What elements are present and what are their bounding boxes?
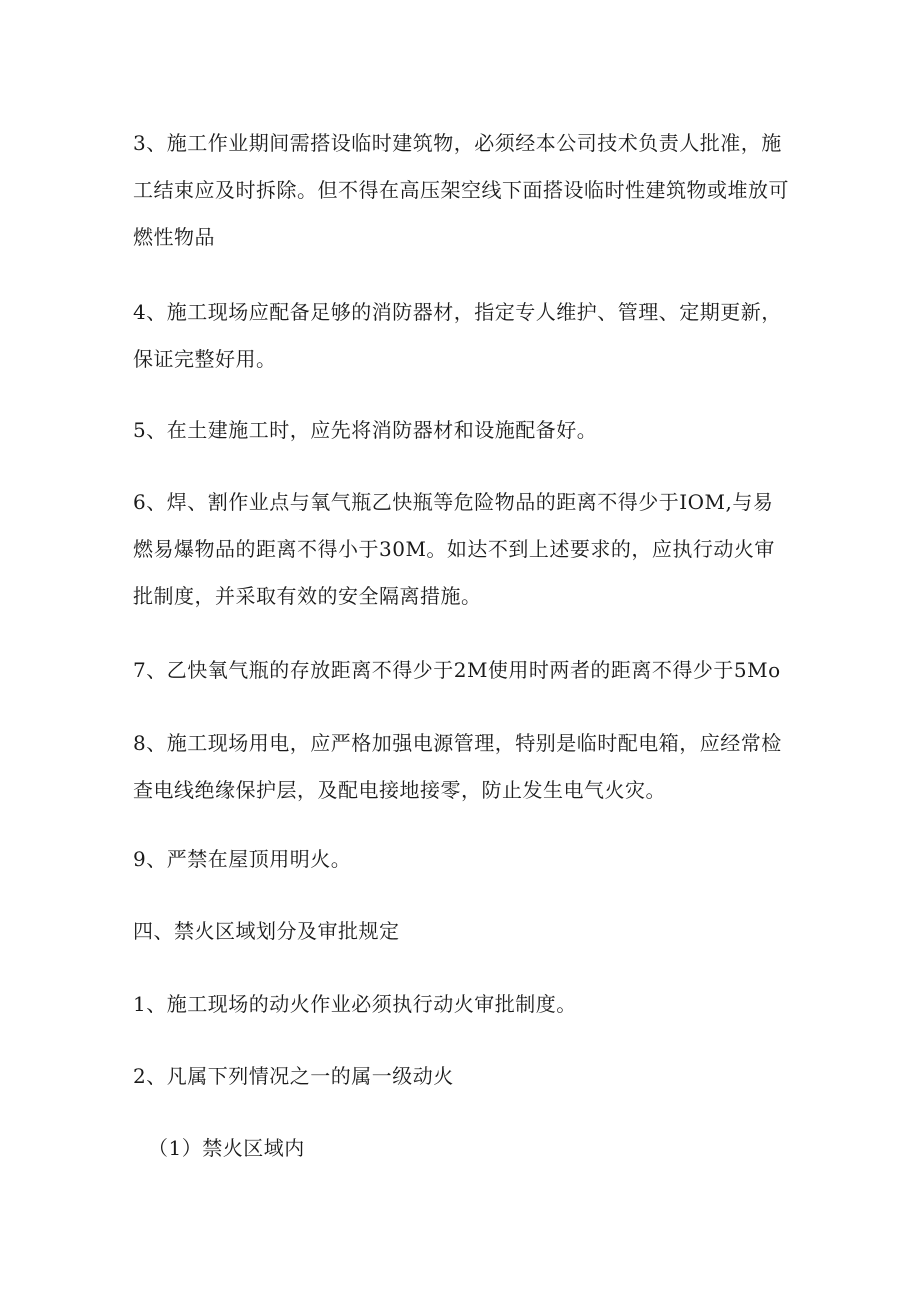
section-heading-4: 四、禁火区域划分及审批规定	[133, 919, 400, 943]
paragraph-8: 8、施工现场用电，应严格加强电源管理，特别是临时配电箱，应经常检查电线绝缘保护层，及配电接地接零，防止发生电气火灾。	[133, 731, 782, 802]
paragraph-3: 3、施工作业期间需搭设临时建筑物，必须经本公司技术负责人批准，施工结束应及时拆除。但不得在高压架空线下面搭设临时性建筑物或堆放可燃性物品	[133, 131, 789, 249]
sub-item-1: （1）禁火区域内	[148, 1136, 305, 1160]
paragraph-9: 9、严禁在屋顶用明火。	[133, 847, 352, 871]
paragraph-7: 7、乙快氧气瓶的存放距离不得少于2M使用时两者的距离不得少于5Mo	[133, 658, 781, 682]
section-item-2: 2、凡属下列情况之一的属一级动火	[133, 1064, 454, 1088]
paragraph-5: 5、在土建施工时，应先将消防器材和设施配备好。	[133, 418, 598, 442]
section-item-1: 1、施工现场的动火作业必须执行动火审批制度。	[133, 992, 577, 1016]
paragraph-6: 6、焊、割作业点与氧气瓶乙快瓶等危险物品的距离不得少于IOM,与易燃易爆物品的距离不得小于30M。如达不到上述要求的，应执行动火审批制度，并采取有效的安全隔离措施。	[133, 490, 775, 608]
paragraph-4: 4、施工现场应配备足够的消防器材，指定专人维护、管理、定期更新，保证完整好用。	[133, 300, 782, 371]
